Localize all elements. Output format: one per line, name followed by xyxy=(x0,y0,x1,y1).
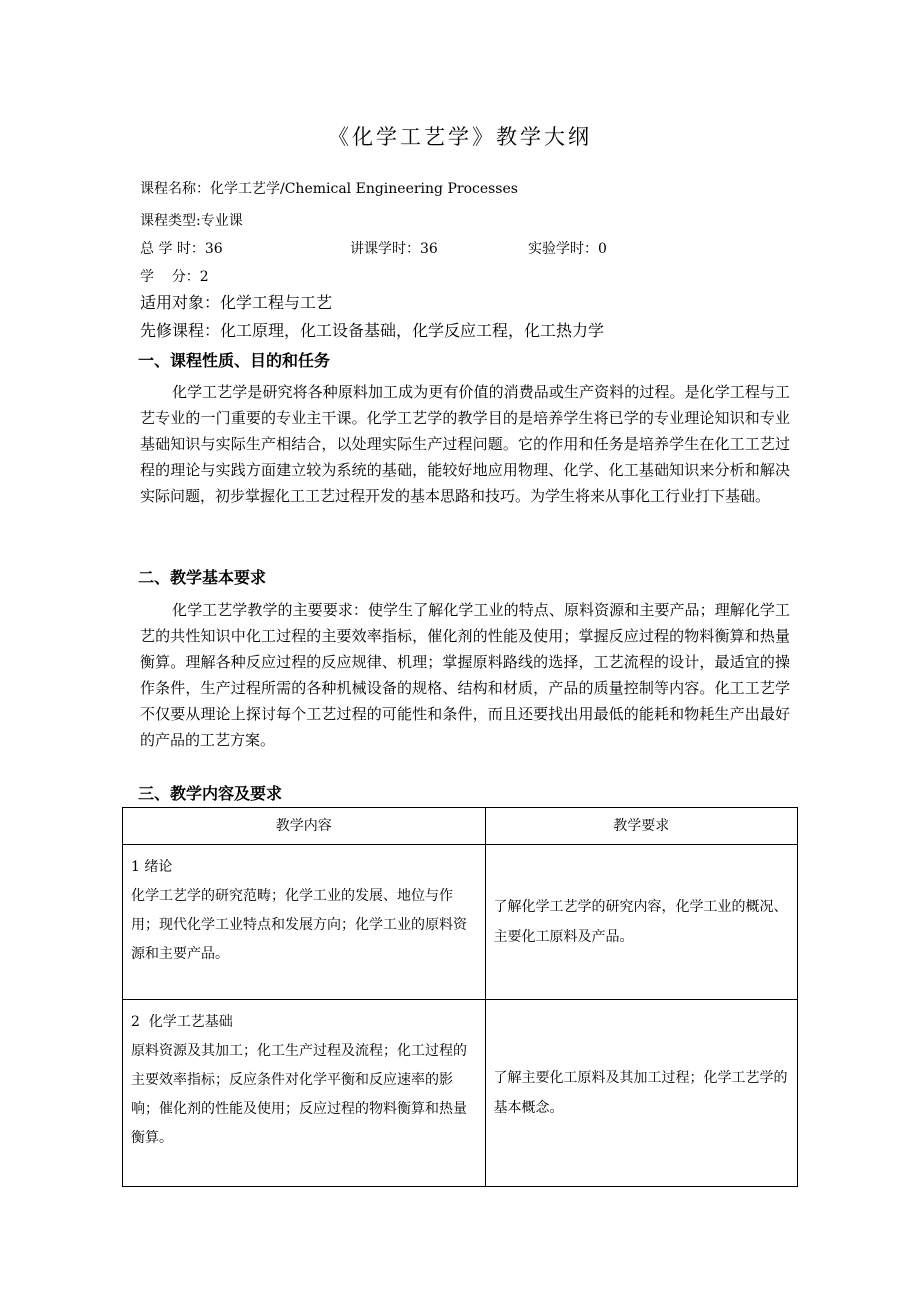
table-header-cell: 教学要求 xyxy=(485,808,797,845)
table-header-row xyxy=(123,808,798,845)
requirement-cell: 了解主要化工原料及其加工过程；化学工艺学的基本概念。 xyxy=(485,1000,797,1187)
chapter-title: 1 绪论 xyxy=(131,859,173,875)
table-header-cell: 教学内容 xyxy=(123,808,486,845)
section-body: 化学工艺学是研究将各种原料加工成为更有价值的消费品或生产资料的过程。是化学工程与工艺专业的一门重要的专业主干课。化学工艺学的教学目的是培养学生将已学的专业理论知识和专业基础知识与实际生产相结合，以处理实际生产过程问题。它的作用和任务是培养学生在化工工艺过程的理论与实践方面建立较为系统的基础，能较好地应用物理、化学、化工基础知识来分析和解决实际问题，初步掌握化工工艺过程开发的基本思路和技巧。为学生将来从事化工行业打下基础。 xyxy=(140,383,790,505)
course-type: 课程类型:专业课 xyxy=(140,213,243,229)
chapter-title: 2 化学工艺基础 xyxy=(131,1014,233,1030)
lab-hours: 实验学时：0 xyxy=(528,241,607,257)
prerequisites: 先修课程：化工原理，化工设备基础，化学反应工程，化工热力学 xyxy=(140,321,605,340)
table-row xyxy=(123,845,798,1000)
lecture-hours: 讲课学时：36 xyxy=(350,241,438,257)
section-heading: 三、教学内容及要求 xyxy=(138,784,283,803)
requirement-cell: 了解化学工艺学的研究内容，化学工业的概况、主要化工原料及产品。 xyxy=(485,845,797,1000)
audience: 适用对象：化学工程与工艺 xyxy=(140,293,333,312)
chapter-content: 原料资源及其加工；化工生产过程及流程；化工过程的主要效率指标；反应条件对化学平衡和反应速率的影响；催化剂的性能及使用；反应过程的物料衡算和热量衡算。 xyxy=(131,1043,467,1146)
content-cell xyxy=(123,1000,486,1187)
section-body: 化学工艺学教学的主要要求：使学生了解化学工业的特点、原料资源和主要产品；理解化学工艺的共性知识中化工过程的主要效率指标，催化剂的性能及使用；掌握反应过程的物料衡算和热量衡算。理解各种反应过程的反应规律、机理；掌握原料路线的选择，工艺流程的设计，最适宜的操作条件，生产过程所需的各种机械设备的规格、结构和材质，产品的质量控制等内容。化工工艺学不仅要从理论上探讨每个工艺过程的可能性和条件，而且还要找出用最低的能耗和物耗生产出最好的产品的工艺方案。 xyxy=(140,601,790,749)
section-heading: 一、课程性质、目的和任务 xyxy=(138,351,331,370)
credits: 学 分：2 xyxy=(140,269,209,285)
content-table xyxy=(122,807,798,1187)
section-heading: 二、教学基本要求 xyxy=(138,568,267,587)
hours-row xyxy=(140,239,740,259)
document-title: 《化学工艺学》教学大纲 xyxy=(328,125,592,149)
course-name: 课程名称：化学工艺学/Chemical Engineering Processes xyxy=(140,181,518,197)
content-cell xyxy=(123,845,486,1000)
total-hours: 总 学 时：36 xyxy=(140,241,223,257)
chapter-content: 化学工艺学的研究范畴；化学工业的发展、地位与作用；现代化学工业特点和发展方向；化学工业的原料资源和主要产品。 xyxy=(131,888,467,962)
table-row xyxy=(123,1000,798,1187)
